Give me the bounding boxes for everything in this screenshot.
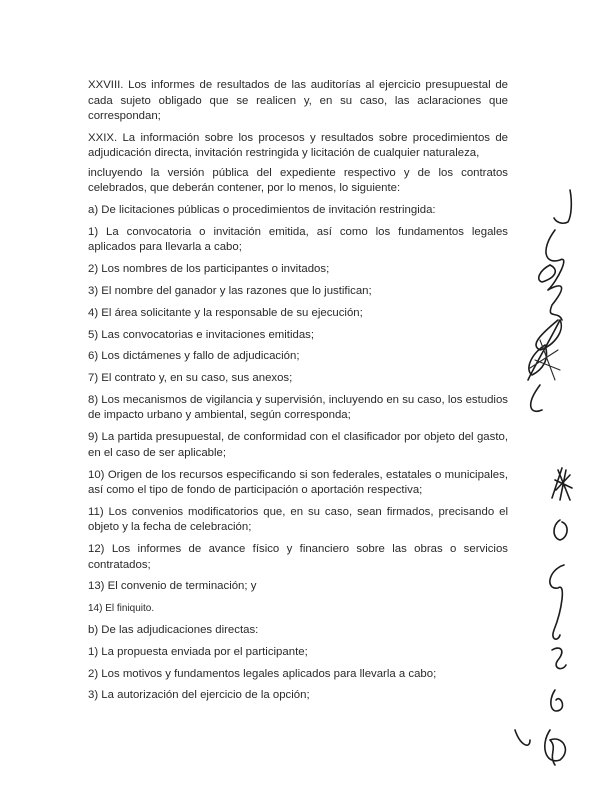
list-item: 2) Los motivos y fundamentos legales aplicados para llevarla a cabo; — [88, 667, 437, 680]
list-item: 6) Los dictámenes y fallo de adjudicación; — [88, 350, 300, 363]
list-item: 13) El convenio de terminación; y — [88, 580, 257, 593]
paragraph-xxviii: XXVIII. Los informes de resultados de las auditorías al ejercicio presupuestal de cada sujeto obligado que se realicen y, en su caso, las aclaraciones que correspondan; — [88, 79, 508, 122]
list-item: 1) La propuesta enviada por el participante; — [88, 645, 308, 658]
list-item: 5) Las convocatorias e invitaciones emitidas; — [88, 328, 315, 341]
list-item: 7) El contrato y, en su caso, sus anexos; — [88, 372, 293, 385]
list-item: 12) Los informes de avance físico y financiero sobre las obras o servicios contratados; — [88, 543, 508, 571]
handwritten-initials-icon — [500, 170, 600, 781]
paragraph-xxix: XXIX. La información sobre los procesos y resultados sobre procedimientos de adjudicación directa, invitación restringida y licitación de cualquier naturaleza, — [88, 131, 508, 160]
list-item: 9) La partida presupuestal, de conformidad con el clasificador por objeto del gasto, en el caso de ser aplicable; — [88, 431, 508, 459]
list-item: 4) El área solicitante y la responsable de su ejecución; — [88, 306, 363, 319]
list-item: 1) La convocatoria o invitación emitida, así como los fundamentos legales aplicados para llevarla a cabo; — [88, 225, 508, 254]
document-body — [88, 78, 508, 710]
margin-signatures — [500, 170, 600, 781]
initial-mark-icon — [554, 190, 571, 223]
paragraph-xxix-continued: incluyendo la versión pública del expediente respectivo y de los contratos celebrados, que deberán contener, por lo menos, lo siguiente: — [88, 166, 508, 195]
list-item: 3) El nombre del ganador y las razones que lo justifican; — [88, 284, 372, 297]
list-item: 3) La autorización del ejercicio de la opción; — [88, 689, 310, 702]
list-item: 11) Los convenios modificatorios que, en su caso, sean firmados, precisando el objeto y la fecha de celebración; — [88, 505, 508, 534]
list-item: 14) El finiquito. — [88, 603, 155, 615]
list-item: 2) Los nombres de los participantes o invitados; — [88, 263, 330, 276]
list-item: 10) Origen de los recursos especificando si son federales, estatales o municipales, así como el tipo de fondo de participación o aportación respectiva; — [88, 468, 508, 497]
section-b-heading: b) De las adjudicaciones directas: — [88, 624, 259, 637]
list-item: 8) Los mecanismos de vigilancia y supervisión, incluyendo en su caso, los estudios de impacto urbano y ambiental, según corresponda; — [88, 393, 508, 422]
section-a-heading: a) De licitaciones públicas o procedimientos de invitación restringida: — [88, 204, 436, 217]
